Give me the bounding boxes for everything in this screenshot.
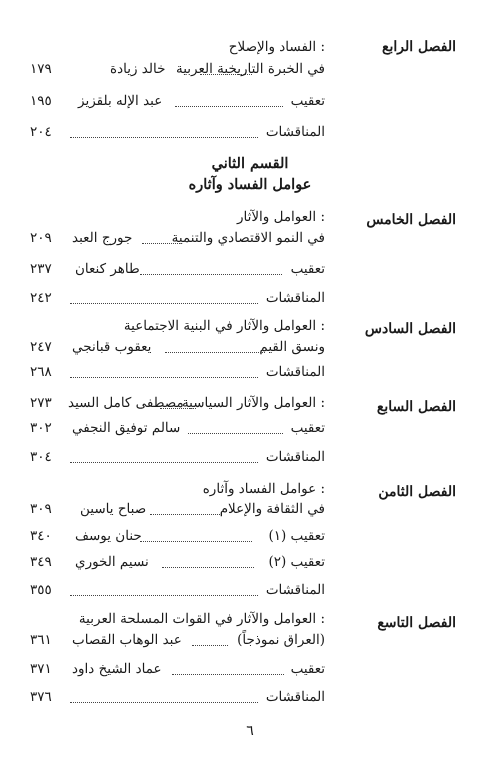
dot-leader	[165, 352, 265, 353]
entry-author: طاهر كنعان	[75, 261, 140, 277]
entry-page: ٣٤٩	[30, 554, 52, 570]
entry-label: في النمو الاقتصادي والتنمية	[171, 230, 325, 246]
dot-leader	[70, 377, 258, 378]
entry-page: ٢٤٧	[30, 339, 52, 355]
entry-page: ٣٠٤	[30, 449, 52, 465]
entry-page: ٣٦١	[30, 632, 52, 648]
entry-page: ١٧٩	[30, 61, 52, 77]
dot-leader	[70, 303, 258, 304]
entry-label: تعقيب	[290, 661, 325, 677]
entry-page: ١٩٥	[30, 93, 52, 109]
chapter-8-title: الفصل الثامن	[378, 484, 456, 500]
entry-page: ٢٣٧	[30, 261, 52, 277]
dot-leader	[200, 74, 252, 75]
dot-leader	[142, 243, 180, 244]
entry-label: المناقشات	[265, 582, 325, 598]
entry-label: المناقشات	[265, 290, 325, 306]
chapter-6-topic: : العوامل والآثار في البنية الاجتماعية	[123, 318, 325, 334]
entry-author: نسيم الخوري	[75, 554, 149, 570]
entry-label: تعقيب	[290, 420, 325, 436]
entry-label: تعقيب (٢)	[268, 554, 325, 570]
dot-leader	[175, 106, 283, 107]
entry-label: المناقشات	[265, 689, 325, 705]
entry-page: ٣٥٥	[30, 582, 52, 598]
entry-page: ٣٧١	[30, 661, 52, 677]
entry-page: ٢٤٢	[30, 290, 52, 306]
entry-label: المناقشات	[265, 449, 325, 465]
entry-label: تعقيب	[290, 93, 325, 109]
dot-leader	[140, 274, 282, 275]
entry-label: في الخبرة التاريخية العربية	[175, 61, 325, 77]
chapter-6-title: الفصل السادس	[364, 321, 456, 337]
entry-author: حنان يوسف	[75, 528, 142, 544]
entry-page: ٣٠٢	[30, 420, 52, 436]
entry-author: عماد الشيخ داود	[72, 661, 162, 677]
entry-page: ٢٦٨	[30, 364, 52, 380]
chapter-5-title: الفصل الخامس	[366, 212, 456, 228]
dot-leader	[140, 541, 252, 542]
dot-leader	[162, 567, 254, 568]
entry-author: صباح ياسين	[80, 501, 147, 517]
dot-leader	[70, 462, 258, 463]
page-number: ٦	[246, 723, 254, 739]
entry-label: في الثقافة والإعلام	[219, 501, 325, 517]
chapter-8-topic: : عوامل الفساد وآثاره	[202, 481, 325, 497]
entry-page: ٣٧٦	[30, 689, 52, 705]
entry-author: عبد الوهاب القصاب	[72, 632, 182, 648]
entry-author: جورج العبد	[72, 230, 133, 246]
entry-label: (العراق نموذجاً)	[237, 632, 325, 648]
chapter-9-topic: : العوامل والآثار في القوات المسلحة العربية	[78, 611, 325, 627]
entry-author: يعقوب قبانجي	[72, 339, 152, 355]
entry-author: خالد زيادة	[110, 61, 166, 77]
chapter-4-title: الفصل الرابع	[382, 39, 456, 55]
dot-leader	[188, 433, 283, 434]
chapter-9-title: الفصل التاسع	[377, 615, 456, 631]
section-subtitle: عوامل الفساد وآثاره	[188, 176, 312, 193]
dot-leader	[70, 702, 258, 703]
chapter-7-topic-author: مصطفى كامل السيد	[68, 395, 184, 411]
section-title: القسم الثاني	[211, 155, 289, 172]
entry-author: عبد الإله بلقزيز	[78, 93, 163, 109]
dot-leader	[172, 674, 284, 675]
entry-page: ٢٠٩	[30, 230, 52, 246]
entry-label: ونسق القيم	[259, 339, 325, 355]
dot-leader	[70, 137, 258, 138]
entry-page: ٢٧٣	[30, 395, 52, 411]
chapter-7-topic: : العوامل والآثار السياسية	[181, 395, 325, 411]
entry-page: ٣٠٩	[30, 501, 52, 517]
chapter-7-title: الفصل السابع	[376, 399, 456, 415]
entry-label: تعقيب (١)	[268, 528, 325, 544]
entry-label: المناقشات	[265, 364, 325, 380]
dot-leader	[150, 514, 220, 515]
chapter-5-topic: : العوامل والآثار	[236, 209, 325, 225]
entry-page: ٣٤٠	[30, 528, 52, 544]
entry-label: المناقشات	[265, 124, 325, 140]
dot-leader	[70, 595, 258, 596]
entry-label: تعقيب	[290, 261, 325, 277]
entry-page: ٢٠٤	[30, 124, 52, 140]
chapter-4-topic: : الفساد والإصلاح	[228, 39, 325, 55]
dot-leader	[192, 645, 228, 646]
entry-author: سالم توفيق النجفي	[72, 420, 181, 436]
